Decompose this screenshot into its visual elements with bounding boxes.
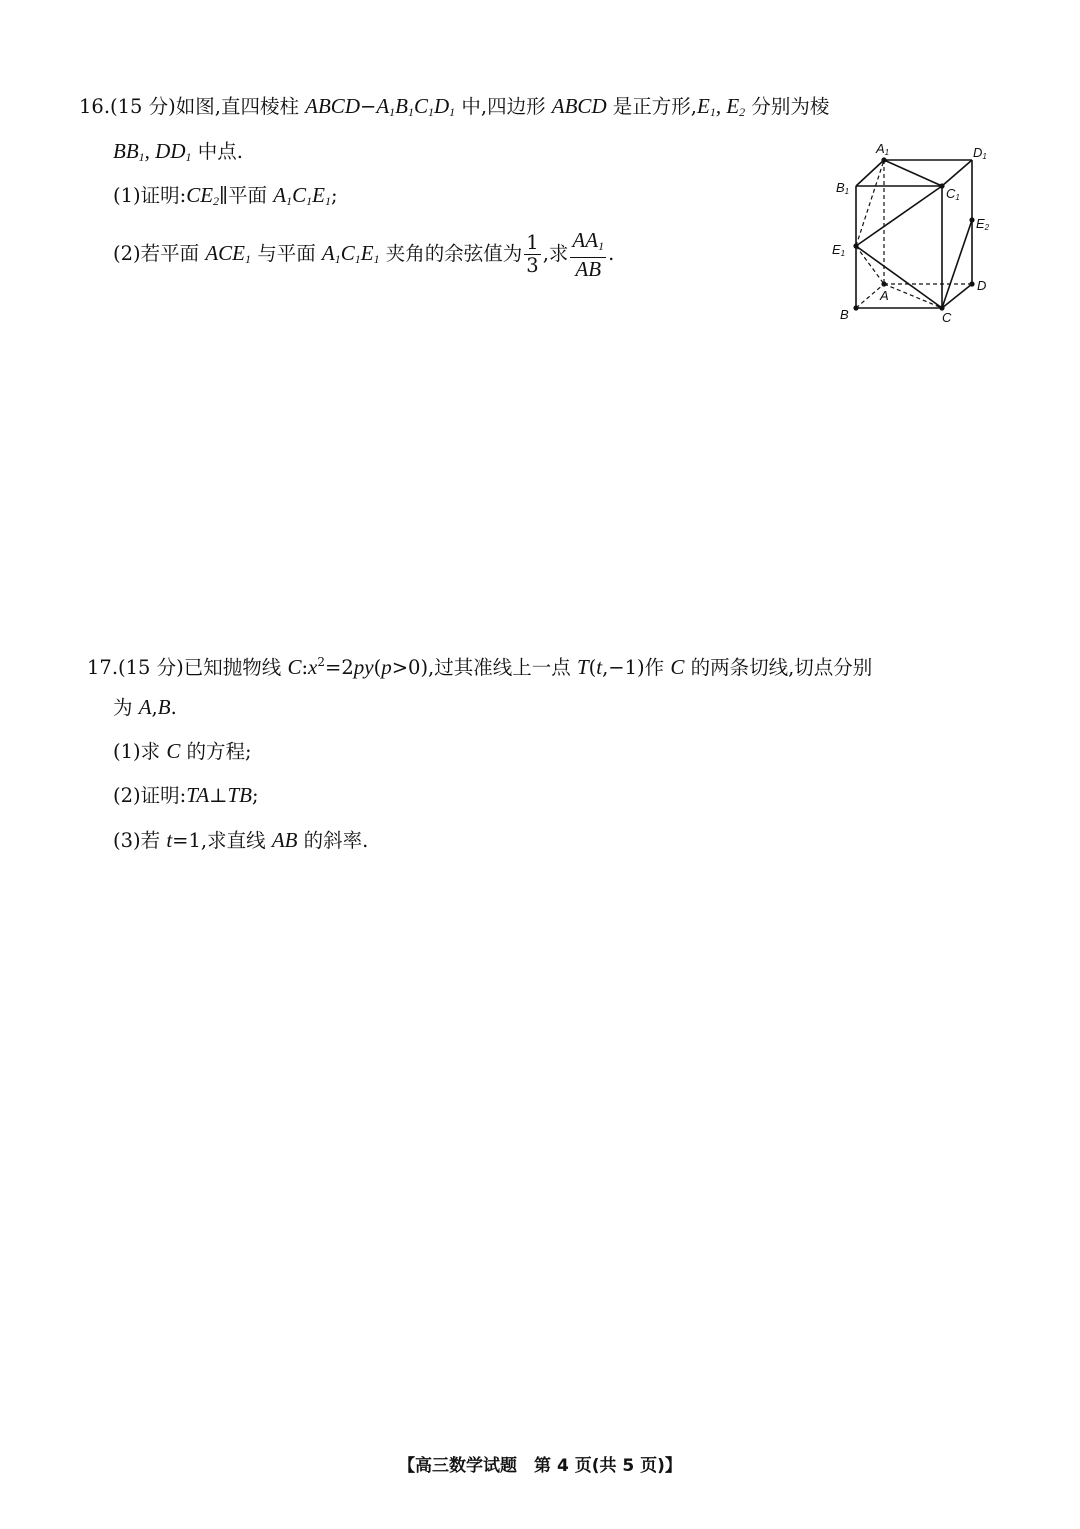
q16-square: ABCD	[551, 94, 607, 118]
q17-part-1	[113, 737, 252, 766]
q17-text: (3)若	[113, 829, 167, 852]
q16-plane-ace1: $ACE_1$	[205, 241, 251, 266]
q16-text: .	[608, 242, 615, 265]
q17-point-b: B	[157, 695, 171, 719]
label-a1: A1	[876, 141, 890, 157]
q16-part-2	[113, 228, 614, 284]
q17-eq-sup: 2	[317, 655, 326, 669]
q16-text: ,求	[542, 242, 569, 265]
segment-e1a	[856, 246, 884, 284]
label-d1: D1	[973, 145, 987, 161]
q17-text: ,	[151, 696, 158, 719]
q16-number: 16.	[79, 95, 111, 118]
q17-text: 的方程;	[180, 740, 252, 763]
q17-text: 已知抛物线	[183, 656, 288, 679]
q17-tb: TB	[227, 783, 253, 807]
q17-ta: TA	[186, 783, 210, 807]
q17-text: :	[301, 656, 309, 679]
q17-point-t: T	[576, 655, 589, 679]
page-footer: 【高三数学试题 第 4 页(共 5 页)】	[398, 1456, 682, 1476]
q16-text: 中,四边形	[455, 95, 552, 118]
q17-curve: C	[287, 655, 302, 679]
q17-part-2	[113, 781, 259, 810]
q16-text: 夹角的余弦值为	[379, 242, 523, 265]
q17-line-2	[113, 693, 177, 722]
q17-curve: C	[670, 655, 685, 679]
q16-score: (15 分)	[110, 95, 176, 118]
q17-point-a: A	[138, 695, 152, 719]
edge-a1c1	[884, 160, 942, 186]
q16-edges: $BB_1$, $DD_1$	[113, 139, 192, 164]
q17-eq-py: py	[353, 655, 374, 679]
q17-line-ab: AB	[271, 828, 298, 852]
q17-text: (1)求	[113, 740, 167, 763]
q17-text: =1,求直线	[172, 829, 272, 852]
q16-text: 与平面	[251, 242, 322, 265]
q17-text: ,−1)作	[602, 656, 671, 679]
prism-solid-edges	[856, 160, 972, 308]
q16-ce2: $CE_2$	[186, 183, 220, 208]
segment-e1c1	[856, 186, 942, 246]
q17-score: (15 分)	[118, 656, 184, 679]
q17-text: (	[588, 656, 597, 679]
q17-text: ;	[252, 784, 259, 807]
q17-text: (2)证明:	[113, 784, 187, 807]
q16-text: ;	[330, 184, 338, 207]
q16-part-2-label: (2)若平面	[113, 242, 206, 265]
q17-text: (	[373, 656, 382, 679]
q16-part-1	[113, 181, 338, 215]
perpendicular-symbol: ⊥	[209, 784, 228, 807]
edge-c1d1	[942, 160, 972, 186]
q17-var-t: t	[166, 828, 173, 852]
q17-number: 17.	[87, 656, 119, 679]
prism-figure	[826, 138, 1002, 326]
q17-part-3	[113, 826, 368, 855]
q16-text: ∥平面	[219, 184, 274, 207]
segment-e1c	[856, 246, 942, 308]
label-c: C	[942, 310, 952, 325]
q16-plane-a1c1e1: $A_1C_1E_1$	[273, 183, 331, 208]
segment-ce2	[942, 220, 972, 308]
q16-text: 如图,直四棱柱	[175, 95, 306, 118]
q17-eq-x: x	[308, 655, 318, 679]
q16-text: 中点.	[191, 140, 243, 163]
q16-a1: $A_1B_1C_1D_1$	[376, 94, 456, 119]
fraction-aa1-ab: $\frac{AA_1}{AB}$	[572, 228, 605, 281]
label-d: D	[977, 278, 987, 293]
q16-prism: ABCD	[305, 94, 360, 118]
label-b1: B1	[836, 180, 850, 196]
label-c1: C1	[946, 186, 960, 202]
q17-eq-p: p	[381, 655, 392, 679]
q16-text: 分别为棱	[745, 95, 830, 118]
q16-line-1	[79, 92, 829, 126]
q16-plane-a1c1e1-2: $A_1C_1E_1$	[321, 241, 380, 266]
q16-line-2	[113, 137, 243, 171]
q17-text: 的斜率.	[297, 829, 369, 852]
q17-text: 的两条切线,切点分别	[684, 656, 873, 679]
q16-part-1-label: (1)证明:	[113, 184, 187, 207]
label-b: B	[840, 307, 849, 322]
fraction-aa1: $AA_1$	[570, 229, 606, 258]
q17-text: =2	[325, 656, 354, 679]
q16-text: 是正方形,	[606, 95, 698, 118]
q17-line-1	[87, 648, 872, 682]
edge-b1a1	[856, 160, 884, 186]
q17-text: 为	[113, 696, 139, 719]
label-e2: E2	[976, 216, 990, 232]
q17-text: >0),过其准线上一点	[391, 656, 577, 679]
label-a: A	[880, 288, 889, 303]
label-e1: E1	[832, 242, 846, 258]
q17-text: .	[170, 696, 177, 719]
q17-curve: C	[166, 739, 181, 763]
q16-dash: −	[359, 95, 377, 118]
q17-var-t: t	[596, 655, 603, 679]
q16-e1e2: $E_1$, $E_2$	[697, 94, 746, 119]
fraction-one-third: $\frac{1}{3}$	[526, 231, 539, 277]
